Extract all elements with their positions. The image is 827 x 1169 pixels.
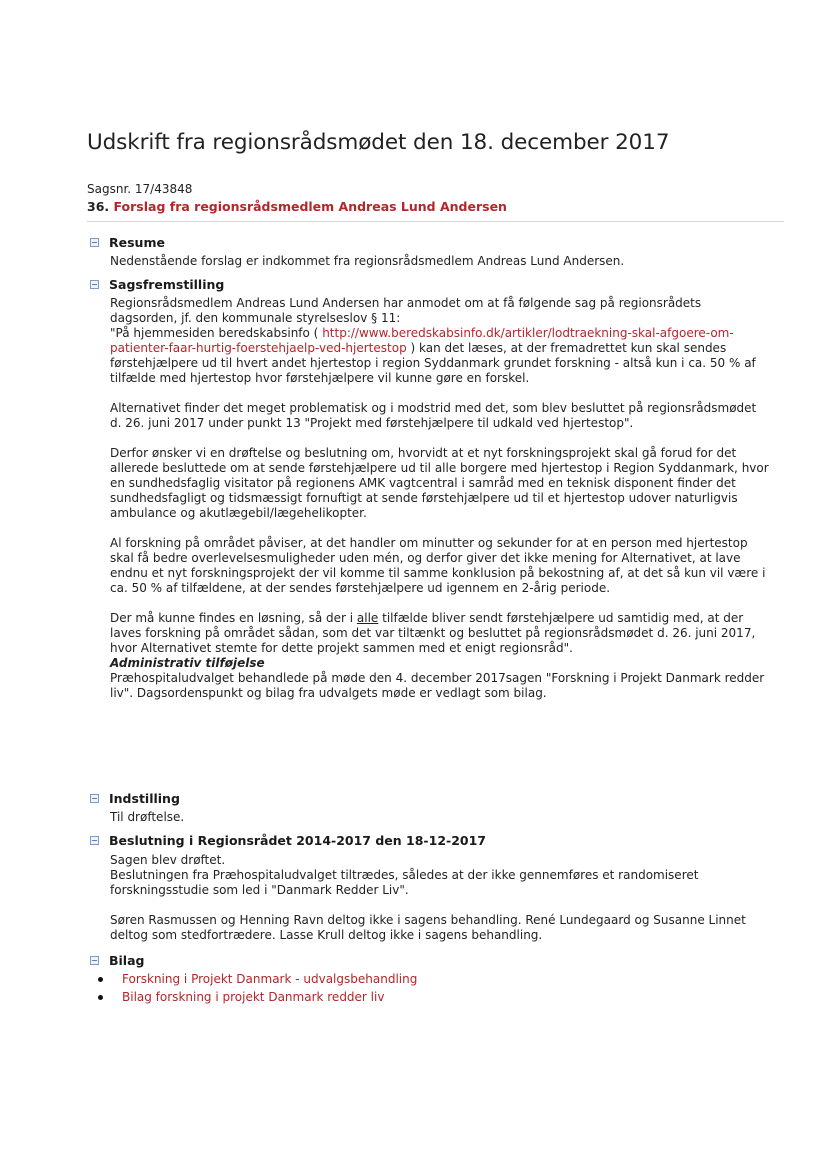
section-header[interactable] <box>90 790 770 806</box>
item-title[interactable]: Forslag fra regionsrådsmedlem Andreas Lund Andersen <box>113 199 507 214</box>
case-heading <box>87 199 507 214</box>
section-header[interactable] <box>90 276 770 292</box>
collapse-toggle-icon[interactable] <box>90 956 99 965</box>
collapse-toggle-icon[interactable] <box>90 794 99 803</box>
administrative-addition-text: Præhospitaludvalget behandlede på møde den 4. december 2017sagen "Forskning i Projekt Danmark redder liv". Dagsordenspunkt og bilag fra udvalgets møde er vedlagt som bilag. <box>110 671 765 700</box>
collapse-toggle-icon[interactable] <box>90 238 99 247</box>
p5-underlined: alle <box>356 611 379 625</box>
attachment-item <box>90 970 770 988</box>
attachment-item <box>90 988 770 1006</box>
section-bilag <box>90 952 770 1006</box>
quote-pre: "På hjemmesiden beredskabsinfo ( <box>110 326 323 340</box>
resume-text: Nedenstående forslag er indkommet fra regionsrådsmedlem Andreas Lund Andersen. <box>110 254 625 268</box>
beslutning-line1: Sagen blev drøftet. <box>110 853 226 867</box>
beslutning-line2: Beslutningen fra Præhospitaludvalget tiltrædes, således at der ikke gennemføres et randomiseret forskningsstudie som led i "Danmark Redder Liv". <box>110 868 699 897</box>
item-number: 36. <box>87 199 110 214</box>
case-number: Sagsnr. 17/43848 <box>87 182 193 196</box>
p5-post: tilfælde bliver sendt førstehjælpere ud samtidig med, at der laves forskning på området sådan, som det var tiltænkt og besluttet på regionsrådsmødet d. 26. juni 2017, hvor Alternativet stemte for dette projekt sammen med et enigt regionsråd". <box>110 611 756 655</box>
section-beslutning <box>90 832 770 943</box>
section-sagsfremstilling <box>90 276 770 701</box>
section-title-beslutning: Beslutning i Regionsrådet 2014-2017 den 18-12-2017 <box>109 832 486 848</box>
attachment-link[interactable]: Forskning i Projekt Danmark - udvalgsbehandling <box>122 972 418 986</box>
paragraph-intro-line2: dagsorden, jf. den kommunale styrelseslov § 11: <box>110 311 401 325</box>
section-header[interactable] <box>90 234 770 250</box>
section-title-resume: Resume <box>109 234 165 250</box>
section-title-indstilling: Indstilling <box>109 790 180 806</box>
paragraph-intro-line1: Regionsrådsmedlem Andreas Lund Andersen har anmodet om at få følgende sag på regionsrådets <box>110 296 702 310</box>
paragraph-quote <box>110 326 770 386</box>
header-divider <box>87 221 784 222</box>
section-resume <box>90 234 770 269</box>
page-title: Udskrift fra regionsrådsmødet den 18. december 2017 <box>87 130 670 155</box>
paragraph-5 <box>110 611 770 656</box>
collapse-toggle-icon[interactable] <box>90 836 99 845</box>
administrative-addition-title: Administrativ tilføjelse <box>110 656 265 670</box>
attachment-link[interactable]: Bilag forskning i projekt Danmark redder liv <box>122 990 385 1004</box>
section-indstilling <box>90 790 770 825</box>
bullet-icon <box>98 995 103 1000</box>
paragraph-2: Alternativet finder det meget problematisk og i modstrid med det, som blev besluttet på regionsrådsmødet d. 26. juni 2017 under punkt 13 "Projekt med førstehjælpere til udkald ved hjertestop". <box>110 401 757 430</box>
section-title-sagsfremstilling: Sagsfremstilling <box>109 276 225 292</box>
section-title-bilag: Bilag <box>109 952 145 968</box>
paragraph-3: Derfor ønsker vi en drøftelse og beslutning om, hvorvidt at et nyt forskningsprojekt skal gå forud for det allerede besluttede om at sende førstehjælpere ud til alle borgere med hjertestop i Region Syddanmark, hvor en sundhedsfaglig visitator på regionens AMK vagtcentral i samråd med en teknisk disponent finder det sundhedsfagligt og tidsmæssigt fornuftigt at sende førstehjælpere ud til et hjertestop udover naturligvis ambulance og akutlægebil/lægehelikopter. <box>110 446 769 520</box>
collapse-toggle-icon[interactable] <box>90 280 99 289</box>
quote-post: ) kan det læses, at der fremadrettet kun skal sendes førstehjælpere ud til hvert andet hjertestop i region Syddanmark grundet forskning - altså kun i ca. 50 % af tilfælde med hjertestop hvor førstehjælpere vil kunne gøre en forskel. <box>110 341 756 385</box>
indstilling-text: Til drøftelse. <box>110 810 185 824</box>
bullet-icon <box>98 977 103 982</box>
section-header[interactable] <box>90 952 770 968</box>
paragraph-4: Al forskning på området påviser, at det handler om minutter og sekunder for at en person med hjertestop skal få bedre overlevelsesmuligheder uden mén, og derfor giver det ikke mening for Alternativet, at lave endnu et nyt forskningsprojekt der vil komme til samme konklusion på bekostning af, at det så kun vil være i ca. 50 % af tilfældene, at der sendes førstehjælpere ud igennem en 2-årig periode. <box>110 536 766 595</box>
p5-pre: Der må kunne findes en løsning, så der i <box>110 611 357 625</box>
beredskabsinfo-link[interactable]: http://www.beredskabsinfo.dk/artikler/lodtraekning-skal-afgoere-om-patienter-faar-hurtig-foerstehjaelp-ved-hjertestop <box>110 326 734 355</box>
beslutning-line3: Søren Rasmussen og Henning Ravn deltog ikke i sagens behandling. René Lundegaard og Susanne Linnet deltog som stedfortrædere. Lasse Krull deltog ikke i sagens behandling. <box>110 913 746 942</box>
section-header[interactable] <box>90 832 770 848</box>
attachment-list <box>90 970 770 1006</box>
